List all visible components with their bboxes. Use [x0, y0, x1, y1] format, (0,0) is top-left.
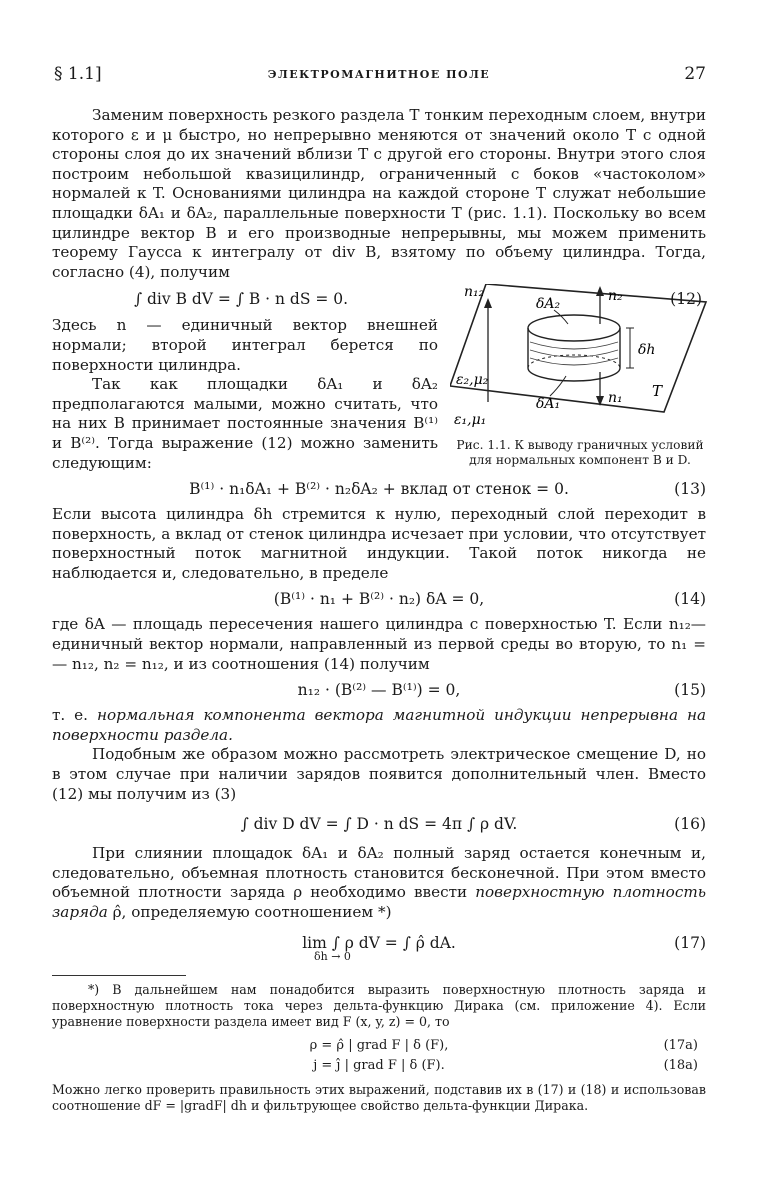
label-T: T	[652, 382, 663, 401]
book-page	[52, 62, 706, 1114]
running-header	[52, 62, 706, 86]
equation-18a-formula: j = ĵ | grad F | δ (F).	[313, 1057, 445, 1073]
page-number: 27	[684, 64, 706, 84]
cylinder-hatch-2	[530, 350, 618, 357]
label-dA1: δA₁	[536, 396, 561, 413]
equation-12	[52, 282, 706, 316]
equation-15	[52, 674, 706, 706]
label-eps2-mu2: ε₂,μ₂	[456, 372, 489, 389]
paragraph-2: Здесь n — единичный вектор внешней нормали; второй интеграл берется по поверхности цилиндра.	[52, 316, 438, 374]
equation-17a-number: (17a)	[663, 1037, 698, 1053]
equation-12-number: (12)	[670, 290, 702, 309]
footnote	[52, 982, 706, 1114]
label-dA2: δA₂	[536, 296, 561, 313]
equation-16	[52, 804, 706, 844]
cylinder-bottom-front	[528, 368, 620, 381]
paragraph-1: Заменим поверхность резкого раздела T тонким переходным слоем, внутри которого ε и μ быстро, но непрерывно меняются от значений около T с одной стороны слоя до их значений вблизи T с другой его стороны. Внутри этого слоя построим небольшой квазицилиндр, ограниченный с боков «частоколом» нормалей к T. Основаниями цилиндра на каждой стороне T служат небольшие площадки δA₁ и δA₂, параллельные поверхности T (рис. 1.1). Поскольку во всем цилиндре вектор B и его производные непрерывны, мы можем применить теорему Гаусса к интегралу от div B, взятому по объему цилиндра. Тогда, согласно (4), получим	[52, 106, 706, 281]
section-number: § 1.1]	[54, 64, 102, 84]
equation-13-formula: B⁽¹⁾ · n₁δA₁ + B⁽²⁾ · n₂δA₂ + вклад от стенок = 0.	[189, 480, 569, 499]
equation-17a-formula: ρ = ρ̂ | grad F | δ (F),	[309, 1037, 449, 1053]
equation-13-number: (13)	[674, 480, 706, 499]
figure-caption: Рис. 1.1. К выводу граничных условий для нормальных компонент B и D.	[456, 438, 704, 468]
label-dh: δh	[638, 342, 656, 359]
surface-density-term: поверхностную плотность заряда	[52, 883, 706, 921]
footnote-separator	[52, 975, 186, 976]
equation-16-formula: ∫ div D dV = ∫ D · n dS = 4π ∫ ρ dV.	[240, 815, 518, 834]
equation-12-formula: ∫ div B dV = ∫ B · n dS = 0.	[134, 290, 349, 309]
equation-13	[52, 473, 706, 505]
label-n1: n₁	[608, 390, 623, 407]
equation-17-subscript: δh → 0	[314, 949, 351, 963]
equation-18a	[52, 1056, 706, 1076]
equation-15-formula: n₁₂ · (B⁽²⁾ — B⁽¹⁾) = 0,	[297, 681, 461, 700]
footnote-text: *) В дальнейшем нам понадобится выразить поверхностную плотность заряда и поверхностную плотность тока через дельта-функцию Дирака (см. приложение 4). Если уравнение поверхности раздела имеет вид F (x, y, z) = 0, то	[52, 981, 706, 1029]
footnote-end: Можно легко проверить правильность этих выражений, подставив их в (17) и (18) и использовав соотношение dF = |gradF| dh и фильтрующее свойство дельта-функции Дирака.	[52, 1081, 706, 1113]
equation-16-number: (16)	[674, 815, 706, 834]
paragraph-8: При слиянии площадок δA₁ и δA₂ полный заряд остается конечным и, следовательно, объемная плотность становится бесконечной. При этом вместо объемной плотности заряда ρ необходимо ввести поверхностную плотность заряда ρ̂, определяемую соотношением *)	[52, 844, 706, 921]
conclusion-italic: нормальная компонента вектора магнитной индукции непрерывна на поверхности раздела.	[52, 706, 706, 744]
equation-17	[52, 923, 706, 963]
label-n12: n₁₂	[464, 284, 485, 301]
paragraph-4: Если высота цилиндра δh стремится к нулю, переходный слой переходит в поверхность, а вклад от стенок цилиндра исчезает при условии, что отсутствует поверхностный поток магнитной индукции. Такой поток никогда не наблюдается и, следовательно, в пределе	[52, 505, 706, 582]
equation-15-number: (15)	[674, 681, 706, 700]
cylinder-top	[528, 315, 620, 341]
equation-17-number: (17)	[674, 933, 706, 952]
equation-14-formula: (B⁽¹⁾ · n₁ + B⁽²⁾ · n₂) δA = 0,	[273, 590, 485, 609]
label-n2: n₂	[608, 288, 623, 305]
paragraph-6: т. е. нормальная компонента вектора магнитной индукции непрерывна на поверхности раздела.	[52, 706, 706, 744]
paragraph-3: Так как площадки δA₁ и δA₂ предполагаются малыми, можно считать, что на них B принимает постоянные значения B⁽¹⁾ и B⁽²⁾. Тогда выражение (12) можно заменить следующим:	[52, 375, 438, 472]
equation-17a	[52, 1036, 706, 1056]
equation-17-formula: lim ∫ ρ dV = ∫ ρ̂ dA.	[302, 933, 456, 952]
paragraph-7: Подобным же образом можно рассмотреть электрическое смещение D, но в этом случае при наличии зарядов появится дополнительный член. Вместо (12) мы получим из (3)	[52, 745, 706, 803]
equation-18a-number: (18a)	[663, 1057, 698, 1073]
header-title: ЭЛЕКТРОМАГНИТНОЕ ПОЛЕ	[267, 68, 491, 81]
equation-14-number: (14)	[674, 590, 706, 609]
cylinder-hatch-1	[530, 342, 618, 349]
paragraph-5: где δA — площадь пересечения нашего цилиндра с поверхностью T. Если n₁₂— единичный вектор нормали, направленный из первой среды во вторую, то n₁ = — n₁₂, n₂ = n₁₂, и из соотношения (14) получим	[52, 615, 706, 673]
equation-14	[52, 583, 706, 615]
cylinder-hatch-3	[530, 358, 618, 365]
body-text	[52, 106, 706, 963]
label-eps1-mu1: ε₁,μ₁	[454, 412, 487, 429]
